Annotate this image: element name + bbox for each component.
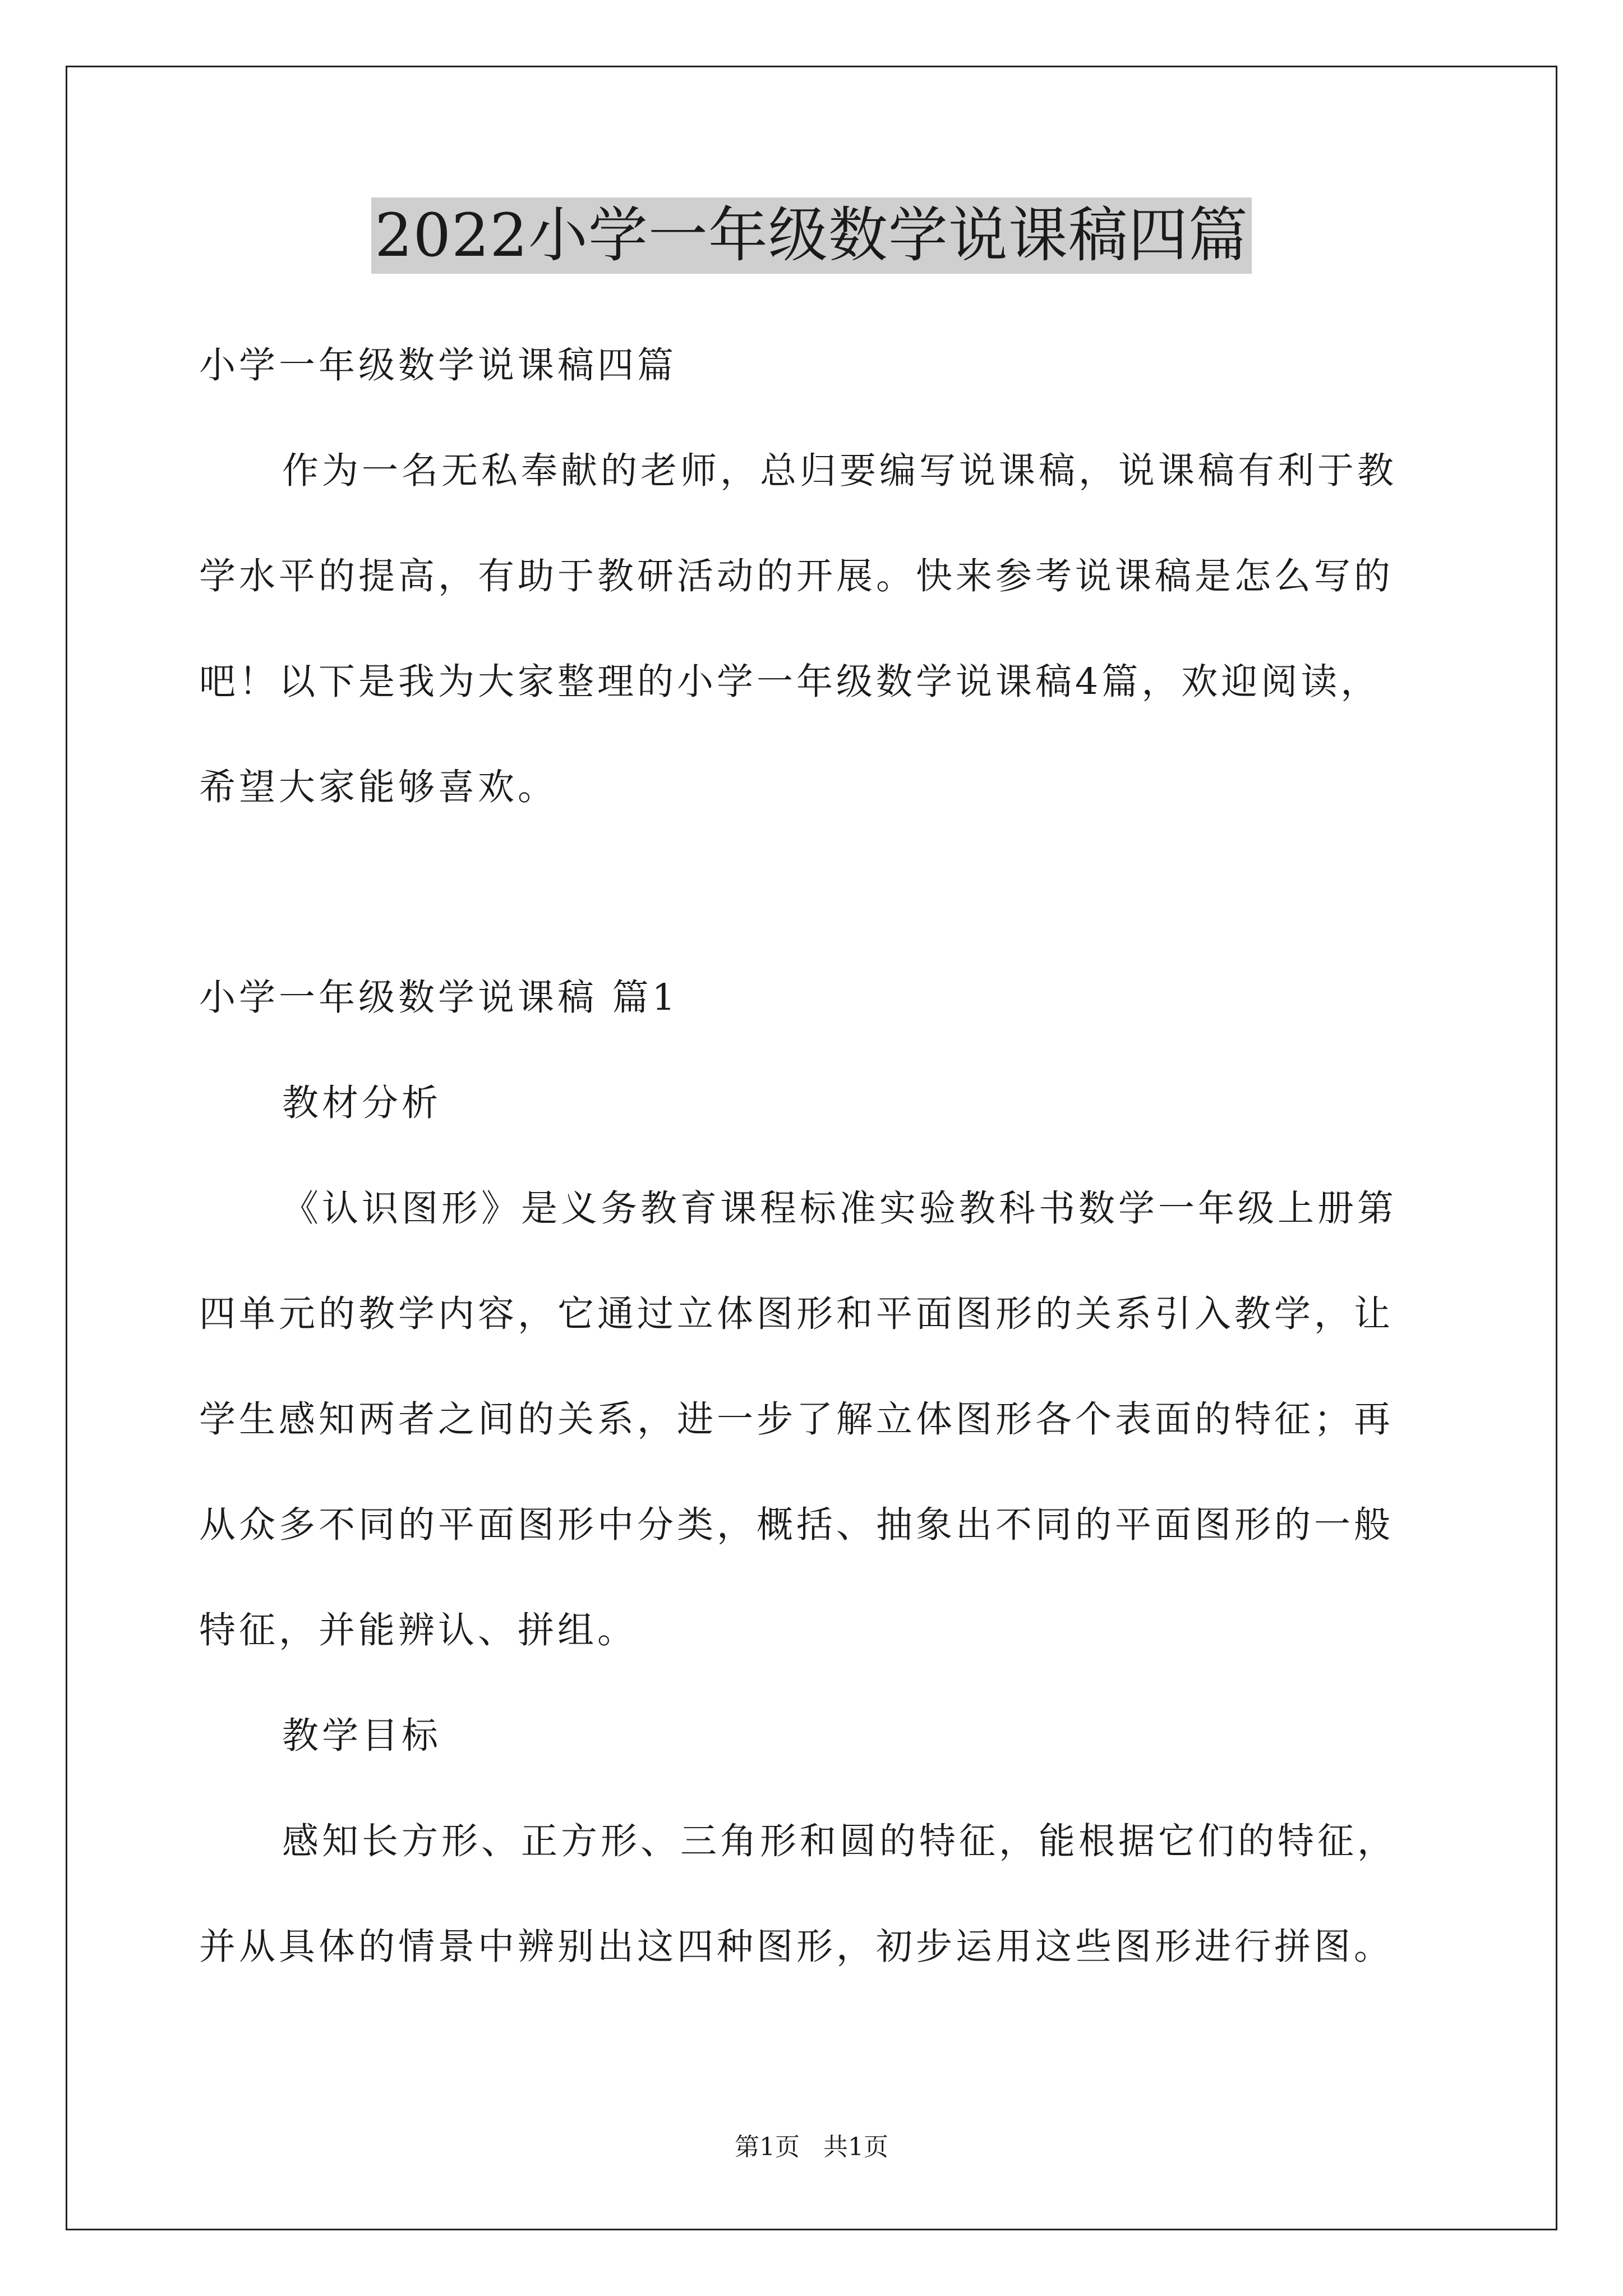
heading-goals: 教学目标 <box>282 1715 442 1757</box>
material-line: 从众多不同的平面图形中分类，概括、抽象出不同的平面图形的一般 <box>199 1504 1394 1546</box>
intro-line: 吧！以下是我为大家整理的小学一年级数学说课稿4篇，欢迎阅读， <box>199 661 1381 703</box>
material-line: 四单元的教学内容，它通过立体图形和平面图形的关系引入教学，让 <box>199 1293 1394 1335</box>
document-body <box>199 313 1433 2000</box>
page-footer: 第1页 共1页 <box>735 2133 888 2161</box>
heading-material: 教材分析 <box>282 1082 442 1124</box>
spacer <box>199 840 1433 945</box>
section-heading: 小学一年级数学说课稿 篇1 <box>199 977 679 1019</box>
document-title <box>0 197 1623 274</box>
material-line: 《认识图形》是义务教育课程标准实验教科书数学一年级上册第 <box>282 1188 1398 1230</box>
material-line: 特征，并能辨认、拼组。 <box>199 1609 638 1651</box>
subtitle: 小学一年级数学说课稿四篇 <box>199 344 677 386</box>
goals-line: 并从具体的情景中辨别出这四种图形，初步运用这些图形进行拼图。 <box>199 1926 1394 1968</box>
intro-line: 作为一名无私奉献的老师，总归要编写说课稿，说课稿有利于教 <box>282 450 1398 492</box>
intro-line: 希望大家能够喜欢。 <box>199 766 558 808</box>
material-line: 学生感知两者之间的关系，进一步了解立体图形各个表面的特征；再 <box>199 1398 1394 1441</box>
goals-line: 感知长方形、正方形、三角形和圆的特征，能根据它们的特征， <box>282 1820 1398 1862</box>
document-title-text: 2022小学一年级数学说课稿四篇 <box>371 197 1252 274</box>
intro-line: 学水平的提高，有助于教研活动的开展。快来参考说课稿是怎么写的 <box>199 555 1394 597</box>
